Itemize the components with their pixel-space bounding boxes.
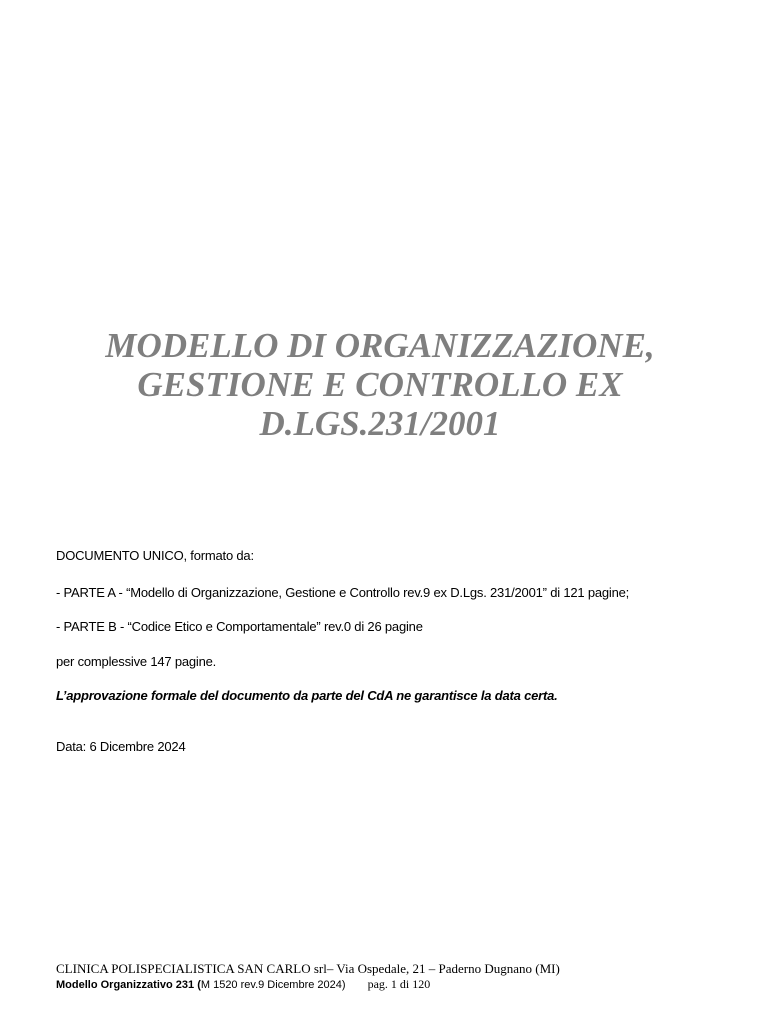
footer-doc-name: Modello Organizzativo 231 ( — [56, 979, 201, 991]
parte-a-text: - PARTE A - “Modello di Organizzazione, Gestione e Controllo rev.9 ex D.Lgs. 231/2001” di 121 pagine; — [56, 585, 630, 600]
approval-note: L’approvazione formale del documento da parte del CdA ne garantisce la data certa. — [56, 688, 558, 703]
title-line-2: GESTIONE E CONTROLLO EX — [137, 365, 623, 404]
title-line-1: MODELLO DI ORGANIZZAZIONE, — [105, 326, 655, 365]
document-date: Data: 6 Dicembre 2024 — [56, 739, 186, 754]
footer-doc-ref: M 1520 rev.9 Dicembre 2024) — [200, 979, 346, 991]
title-line-3: D.LGS.231/2001 — [259, 404, 501, 443]
total-pages-text: per complessive 147 pagine. — [56, 654, 217, 669]
footer-page-number: pag. 1 di 120 — [367, 977, 431, 991]
parte-b-text: - PARTE B - “Codice Etico e Comportamentale” rev.0 di 26 pagine — [56, 619, 423, 634]
intro-text: DOCUMENTO UNICO, formato da: — [56, 548, 254, 563]
footer-document-info — [56, 977, 430, 992]
document-title — [60, 326, 700, 443]
footer-company: CLINICA POLISPECIALISTICA SAN CARLO srl– Via Ospedale, 21 – Paderno Dugnano (MI) — [56, 961, 560, 976]
